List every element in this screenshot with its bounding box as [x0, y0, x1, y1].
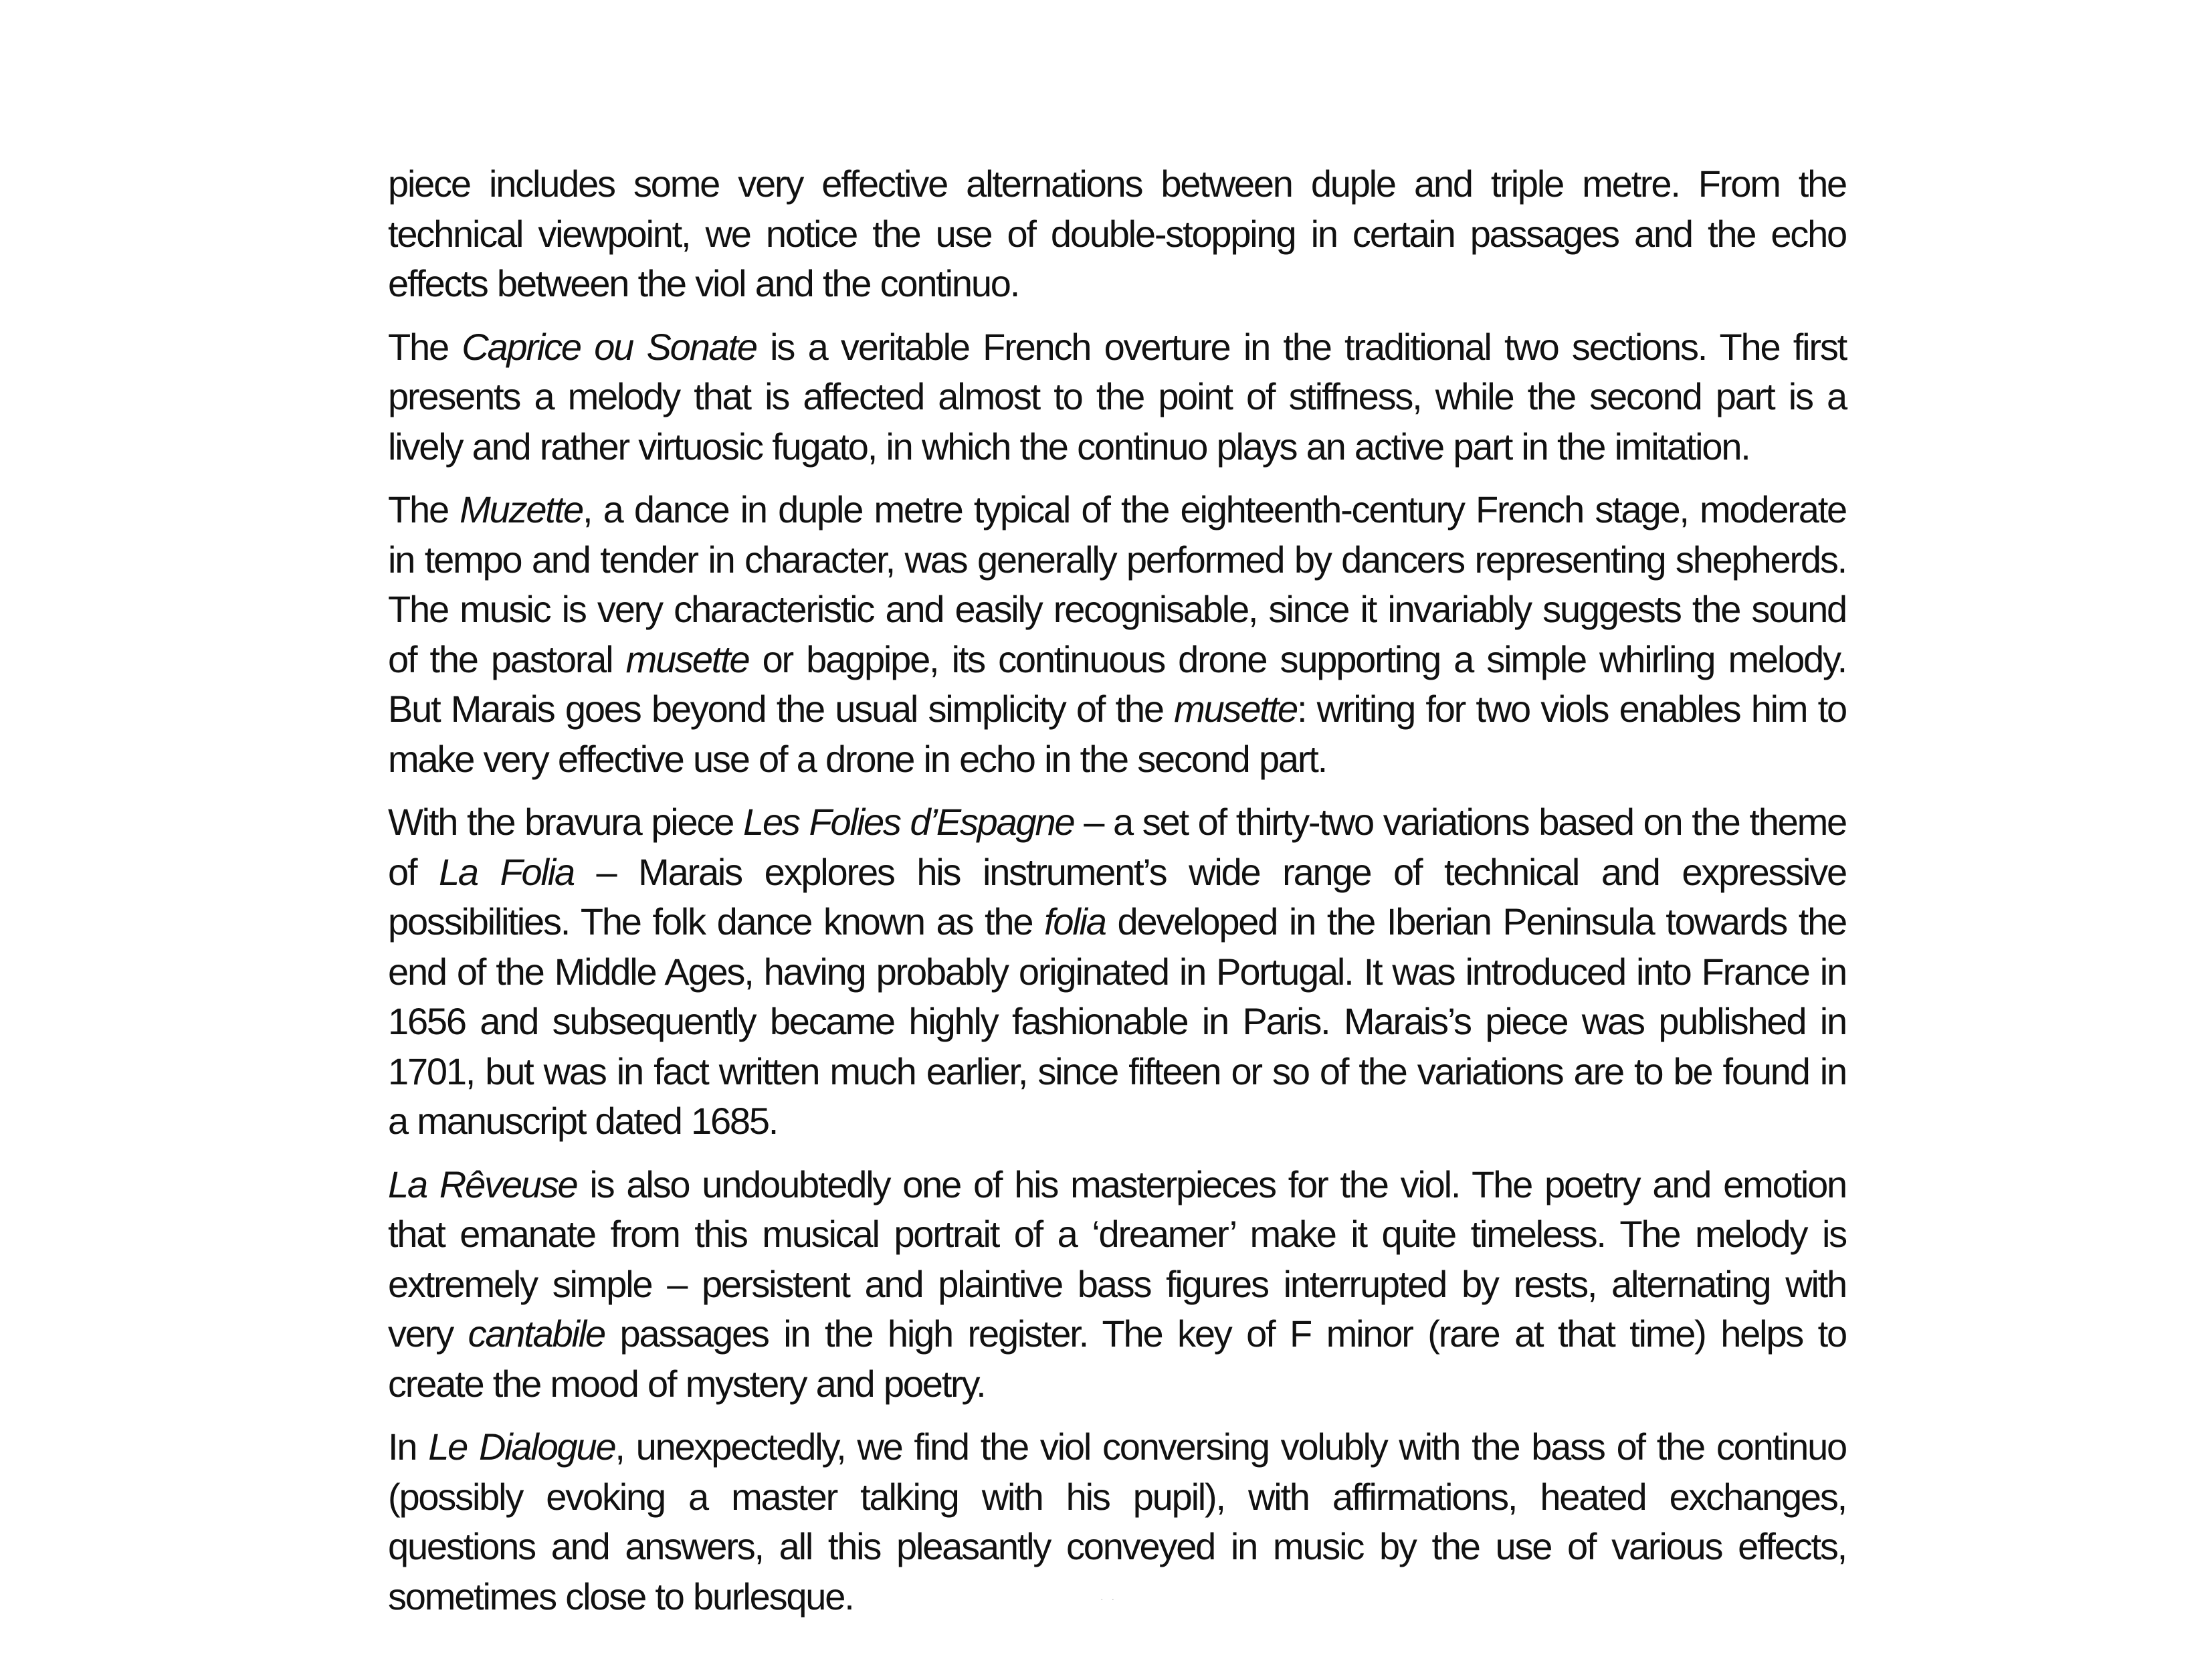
italic-title-run: La Rêveuse [388, 1163, 577, 1205]
italic-title-run: musette [1174, 688, 1297, 730]
paragraph-p6 [388, 1422, 1846, 1622]
text-run: or bagpipe, its continuous drone supporting a simple whirling melody. But Marais goes beyond the usual simplicity of the [388, 638, 1846, 730]
paragraph-p4 [388, 797, 1846, 1147]
italic-title-run: folia [1044, 900, 1106, 943]
italic-title-run: cantabile [468, 1312, 605, 1355]
body-text [388, 159, 1846, 1635]
italic-title-run: musette [625, 638, 749, 680]
italic-title-run: La Folia [438, 850, 574, 893]
text-run: The [388, 488, 460, 530]
text-run: The [388, 325, 462, 368]
text-run: , a dance in duple metre typical of the eighteenth-century French stage, moderate in tempo and tender in character, was generally performed by dancers representing shepherds. The music is very characteristic and easily recognisable, since it invariably suggests the sound of the pastoral [388, 488, 1846, 680]
paragraph-p3 [388, 485, 1846, 784]
text-run: , unexpectedly, we find the viol conversing volubly with the bass of the continuo (possibly evoking a master talking with his pupil), with affirmations, heated exchanges, questions and answers, all this pleasantly conveyed in music by the use of various effects, sometimes close to burlesque. [388, 1426, 1846, 1618]
text-run: piece includes some very effective alternations between duple and triple metre. From the technical viewpoint, we notice the use of double-stopping in certain passages and the echo effects between the viol and the continuo. [388, 163, 1846, 304]
italic-title-run: Muzette [460, 488, 583, 530]
text-run: – Marais explores his instrument’s wide range of technical and expressive possibilities. The folk dance known as the [388, 850, 1846, 943]
text-run: In [388, 1426, 429, 1468]
text-run: is also undoubtedly one of his masterpieces for the viol. The poetry and emotion that emanate from this musical portrait of a ‘dreamer’ make it quite timeless. The melody is extremely simple – persistent and plaintive bass figures interrupted by rests, alternating with very [388, 1163, 1846, 1355]
text-run: : writing for two viols enables him to make very effective use of a drone in echo in the second part. [388, 688, 1846, 780]
text-run: is a veritable French overture in the traditional two sections. The first presents a melody that is affected almost to the point of stiffness, while the second part is a lively and rather virtuosic fugato, in which the continuo plays an active part in the imitation. [388, 325, 1846, 468]
italic-title-run: Les Folies d’Espagne [743, 801, 1074, 843]
text-run: developed in the Iberian Peninsula towards the end of the Middle Ages, having probably originated in Portugal. It was introduced into France in 1656 and subsequently became highly fashionable in Paris. Marais’s piece was published in 1701, but was in fact written much earlier, since fifteen or so of the variations are to be found in a manuscript dated 1685. [388, 900, 1846, 1142]
text-run: passages in the high register. The key of F minor (rare at that time) helps to create the mood of mystery and poetry. [388, 1312, 1846, 1405]
paragraph-p5 [388, 1160, 1846, 1409]
paragraph-p2 [388, 322, 1846, 472]
italic-title-run: Caprice ou Sonate [462, 325, 757, 368]
italic-title-run: Le Dialogue [428, 1426, 615, 1468]
paragraph-p1 [388, 159, 1846, 309]
text-run: With the bravura piece [388, 801, 744, 843]
page-mark: · · [1100, 1593, 1118, 1604]
text-run: – a set of thirty-two variations based on the theme of [388, 801, 1846, 893]
